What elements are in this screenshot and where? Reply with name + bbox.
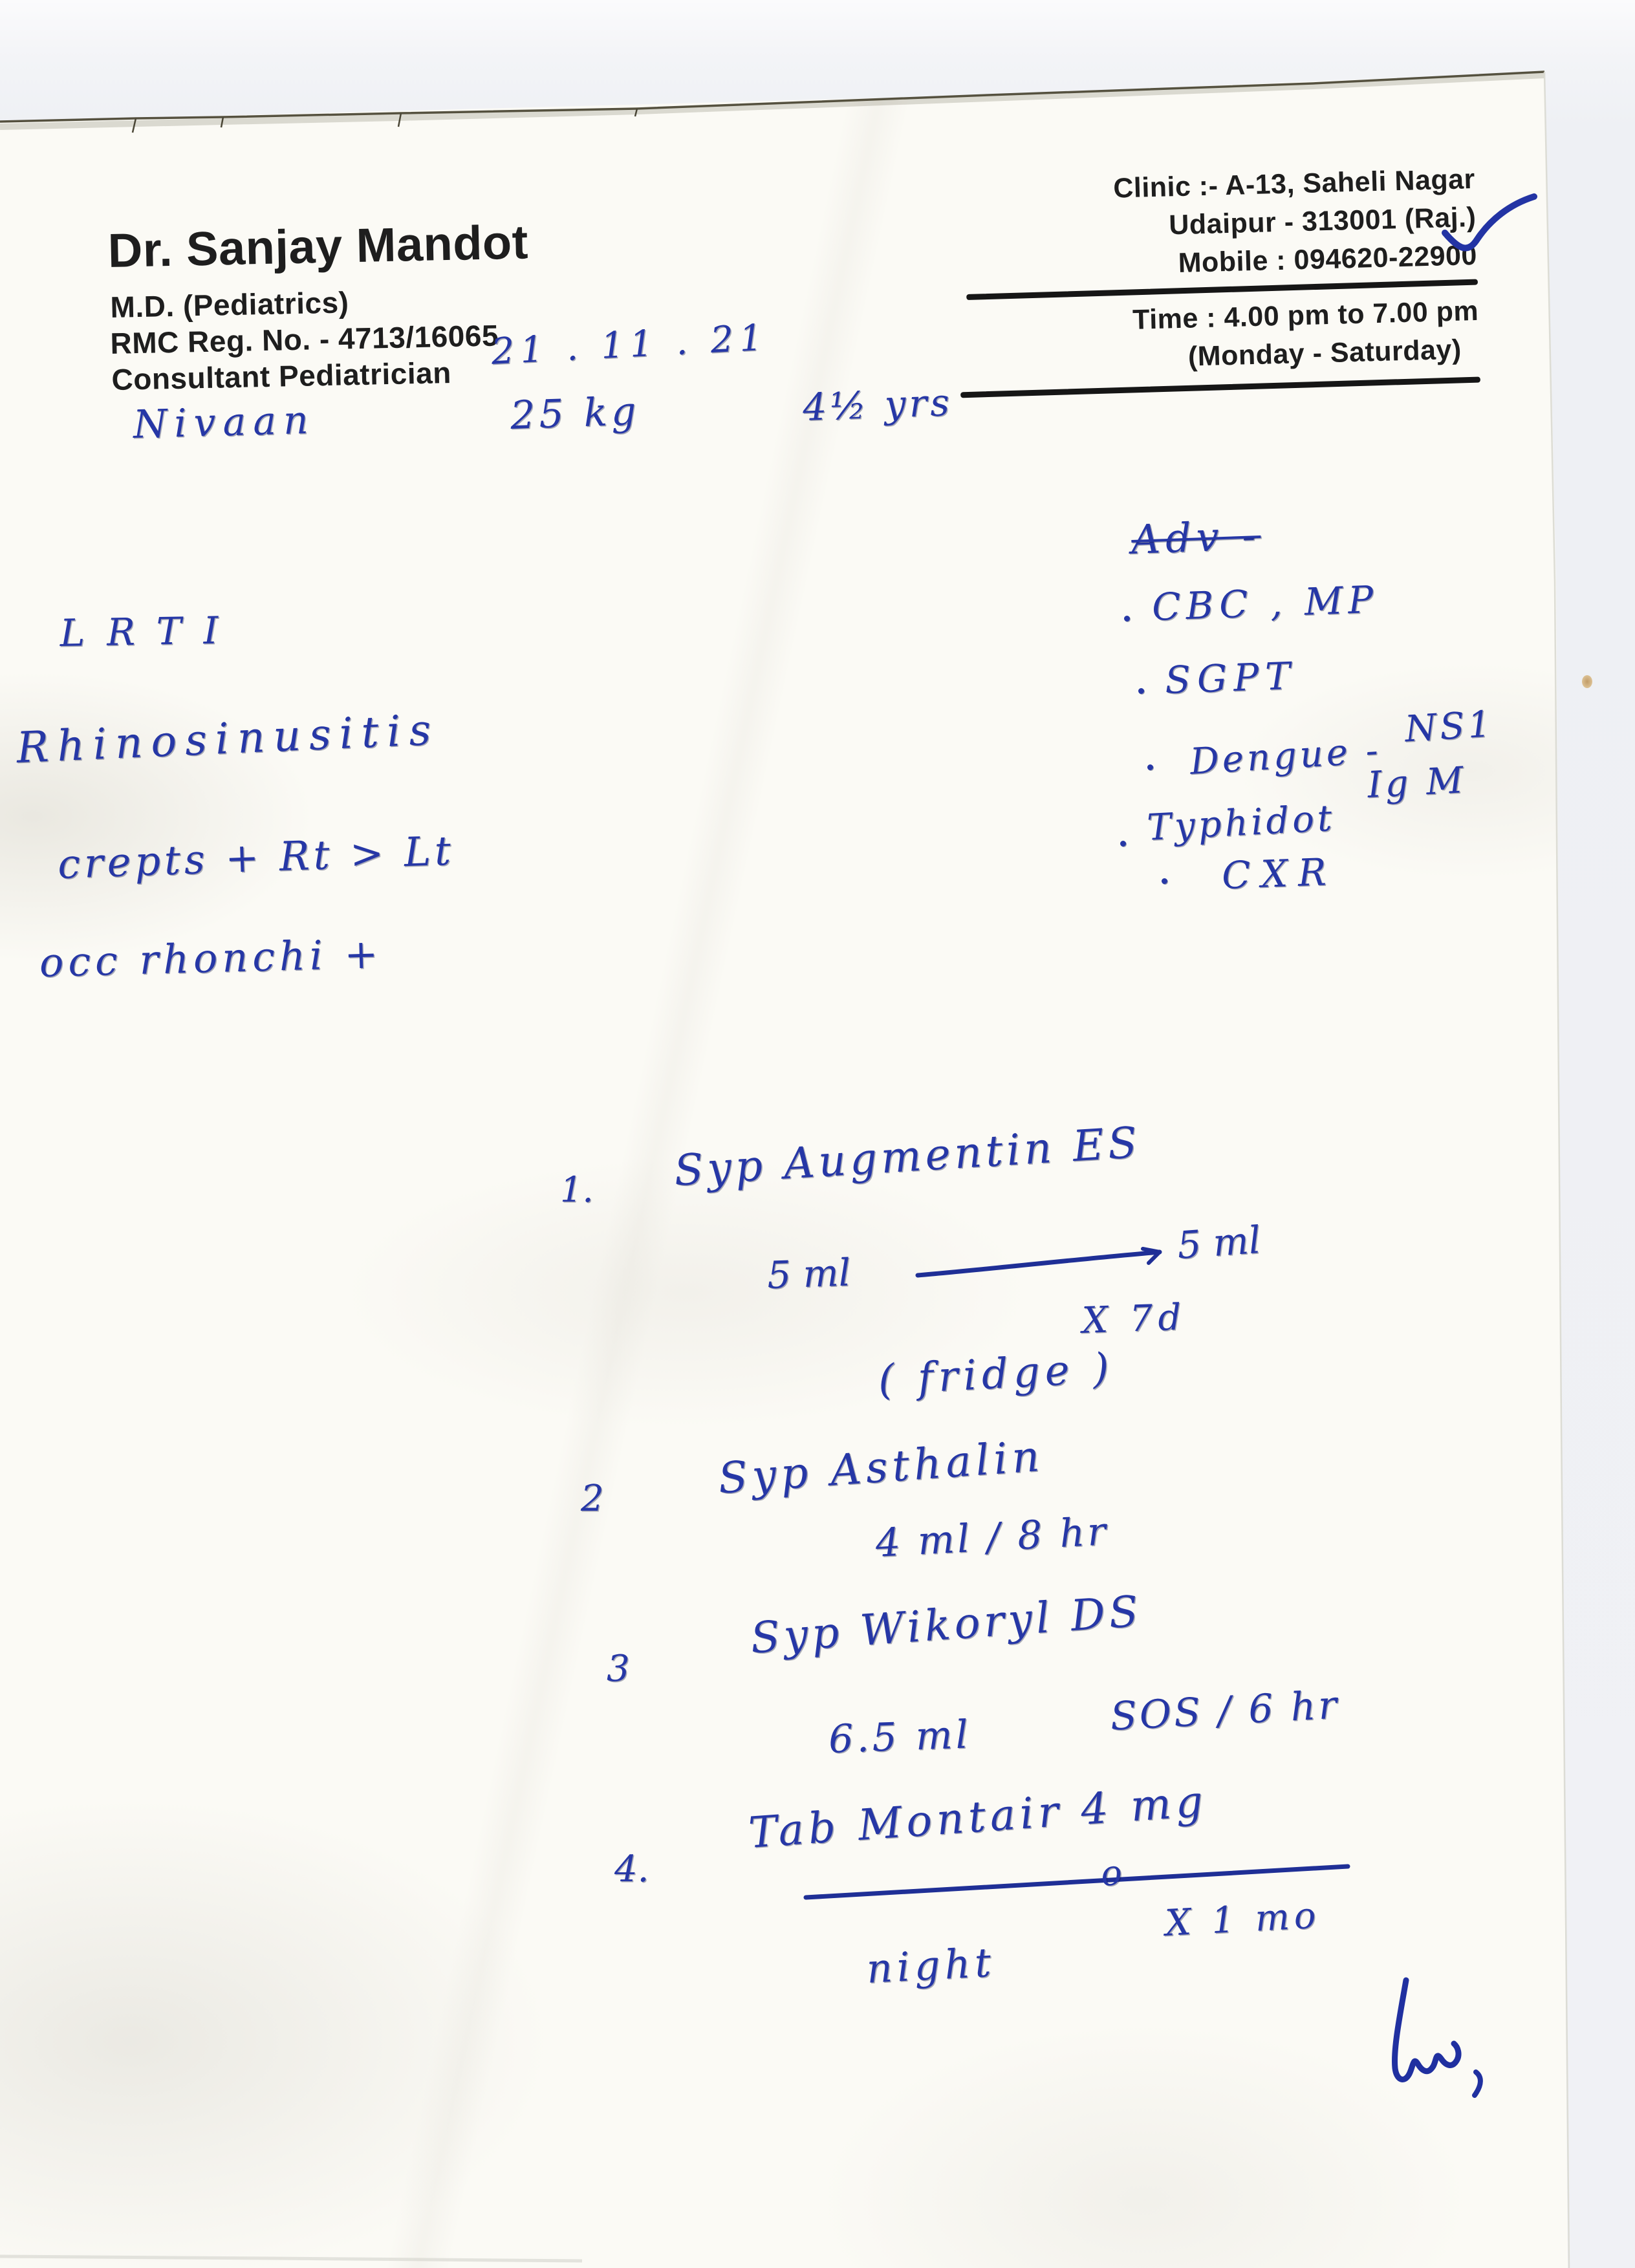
checkmark-icon: [1441, 193, 1538, 257]
rx3-name: Syp Wikoryl DS: [749, 1586, 1144, 1663]
finding-rhonchi: occ rhonchi +: [39, 930, 384, 986]
rx3-frequency: SOS / 6 hr: [1109, 1682, 1341, 1740]
doctor-name: Dr. Sanjay Mandot: [107, 215, 529, 277]
bullet-dot: [1147, 764, 1153, 770]
dose-arrow-line: [915, 1237, 1174, 1283]
advice-cbc-mp: CBC , MP: [1151, 577, 1380, 629]
advice-dengue-ns1: NS1: [1403, 703, 1495, 751]
rx4-duration: X 1 mo: [1164, 1894, 1321, 1945]
rx1-number: 1.: [560, 1169, 594, 1210]
rx4-name: Tab Montair 4 mg: [747, 1776, 1209, 1858]
clinic-mobile: Mobile : 094620-22900: [1178, 239, 1478, 279]
doctor-reg-no: RMC Reg. No. - 4713/16065: [110, 318, 499, 360]
rx4-schedule-mark: o: [1099, 1852, 1123, 1894]
doctor-designation: Consultant Pediatrician: [111, 355, 452, 396]
rx4-timing-note: night: [865, 1938, 997, 1993]
advice-sgpt: SGPT: [1164, 653, 1298, 702]
clinic-address-line1: Clinic :- A-13, Saheli Nagar: [1112, 163, 1476, 204]
advice-typhidot-text: Typhidot: [1146, 797, 1336, 849]
finding-rhinosinusitis: Rhinosinusitis: [16, 704, 440, 773]
rx4-number: 4.: [614, 1848, 649, 1890]
advice-dengue-text: Dengue -: [1189, 729, 1383, 783]
bullet-dot: [1120, 841, 1126, 847]
rx1-dose-evening: 5 ml: [1176, 1218, 1262, 1268]
finding-crepts: crepts + Rt > Lt: [57, 826, 456, 888]
patient-age: 4½ yrs: [802, 380, 954, 429]
patient-name: Nivaan: [133, 397, 316, 448]
rx1-name: Syp Augmentin ES: [673, 1117, 1143, 1196]
rx2-number: 2: [581, 1478, 604, 1520]
bullet-dot: [1138, 688, 1144, 694]
clinic-days: (Monday - Saturday): [1187, 334, 1462, 373]
rx1-storage-note: ( fridge ): [877, 1344, 1116, 1405]
clinic-address-line2: Udaipur - 313001 (Raj.): [1168, 201, 1477, 241]
visit-date: 21 . 11 . 21: [490, 316, 770, 373]
bullet-dot: [1162, 878, 1167, 884]
rx1-duration: X 7d: [1081, 1296, 1187, 1342]
rx3-dose: 6.5 ml: [828, 1712, 972, 1762]
paper-stain: [1582, 675, 1592, 688]
advice-typhidot-igm: Ig M: [1366, 759, 1468, 806]
rx3-number: 3: [607, 1648, 630, 1690]
advice-heading: Adv -: [1131, 512, 1262, 563]
clinic-info-block: [927, 160, 1480, 398]
patient-weight: 25 kg: [510, 389, 641, 438]
finding-lrti: LRTI: [60, 608, 241, 655]
rx2-name: Syp Asthalin: [717, 1431, 1046, 1504]
doctor-signature: [1344, 1978, 1499, 2117]
rx2-dose: 4 ml / 8 hr: [874, 1509, 1110, 1566]
bullet-dot: [1124, 616, 1130, 621]
advice-cxr: CXR: [1221, 849, 1337, 898]
clinic-timing: Time : 4.00 pm to 7.00 pm: [1132, 295, 1479, 336]
doctor-degree: M.D. (Pediatrics): [110, 285, 349, 324]
rx1-dose-morning: 5 ml: [766, 1250, 852, 1297]
